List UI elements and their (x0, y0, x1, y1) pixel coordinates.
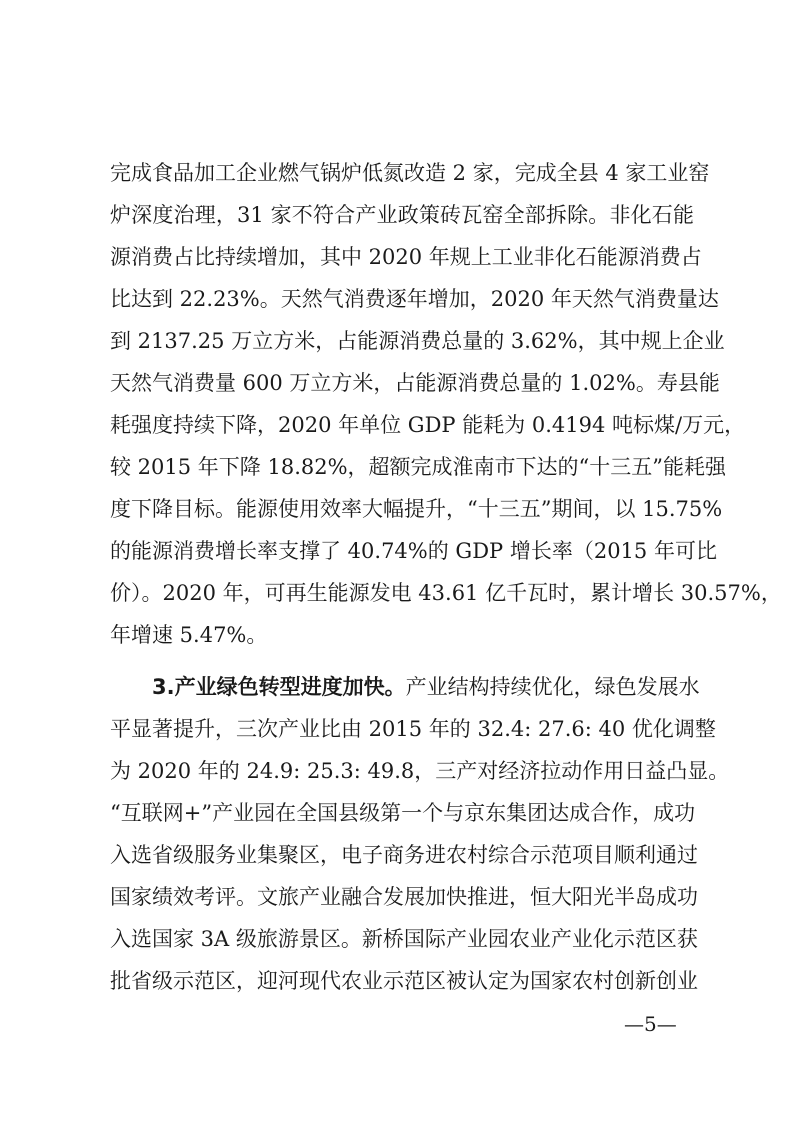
paragraph-energy (110, 152, 782, 656)
text-line: 批省级示范区，迎河现代农业示范区被认定为国家农村创新创业 (110, 969, 698, 993)
text-line: 价）。2020 年，可再生能源发电 43.61 亿千瓦时，累计增长 30.57%， (110, 581, 782, 605)
text-line: 比达到 22.23%。天然气消费逐年增加，2020 年天然气消费量达 (110, 287, 719, 311)
text-line: “互联网+”产业园在全国县级第一个与京东集团达成合作，成功 (110, 801, 696, 825)
text-line: 入选省级服务业集聚区，电子商务进农村综合示范项目顺利通过 (110, 843, 698, 867)
text-line: 年增速 5.47%。 (110, 623, 268, 647)
text-line: 炉深度治理，31 家不符合产业政策砖瓦窑全部拆除。非化石能 (110, 203, 694, 227)
text-line: 为 2020 年的 24.9: 25.3: 49.8，三产对经济拉动作用日益凸显。 (110, 759, 730, 783)
text-line: 到 2137.25 万立方米，占能源消费总量的 3.62%，其中规上企业 (110, 329, 725, 353)
paragraph-industry (110, 666, 730, 1002)
text-line: 度下降目标。能源使用效率大幅提升，“十三五”期间，以 15.75% (110, 497, 723, 521)
page-number: —5— (624, 1012, 677, 1036)
text-line-with-heading (110, 666, 700, 708)
section-heading: 3.产业绿色转型进度加快。 (152, 675, 406, 699)
text-line: 完成食品加工企业燃气锅炉低氮改造 2 家，完成全县 4 家工业窑 (110, 161, 710, 185)
paragraph-spacing (110, 656, 694, 666)
text-line: 源消费占比持续增加，其中 2020 年规上工业非化石能源消费占 (110, 245, 702, 269)
text-line-rest: 产业结构持续优化，绿色发展水 (405, 675, 700, 699)
text-line: 的能源消费增长率支撑了 40.74%的 GDP 增长率（2015 年可比 (110, 539, 717, 563)
text-line: 天然气消费量 600 万立方米，占能源消费总量的 1.02%。寿县能 (110, 371, 720, 395)
text-line: 入选国家 3A 级旅游景区。新桥国际产业园农业产业化示范区获 (110, 927, 698, 951)
text-line: 耗强度持续下降，2020 年单位 GDP 能耗为 0.4194 吨标煤/万元， (110, 413, 746, 437)
text-line: 较 2015 年下降 18.82%，超额完成淮南市下达的“十三五”能耗强 (110, 455, 727, 479)
text-line: 平显著提升，三次产业比由 2015 年的 32.4: 27.6: 40 优化调整 (110, 717, 716, 741)
text-line: 国家绩效考评。文旅产业融合发展加快推进，恒大阳光半岛成功 (110, 885, 698, 909)
body-text (110, 152, 782, 1002)
